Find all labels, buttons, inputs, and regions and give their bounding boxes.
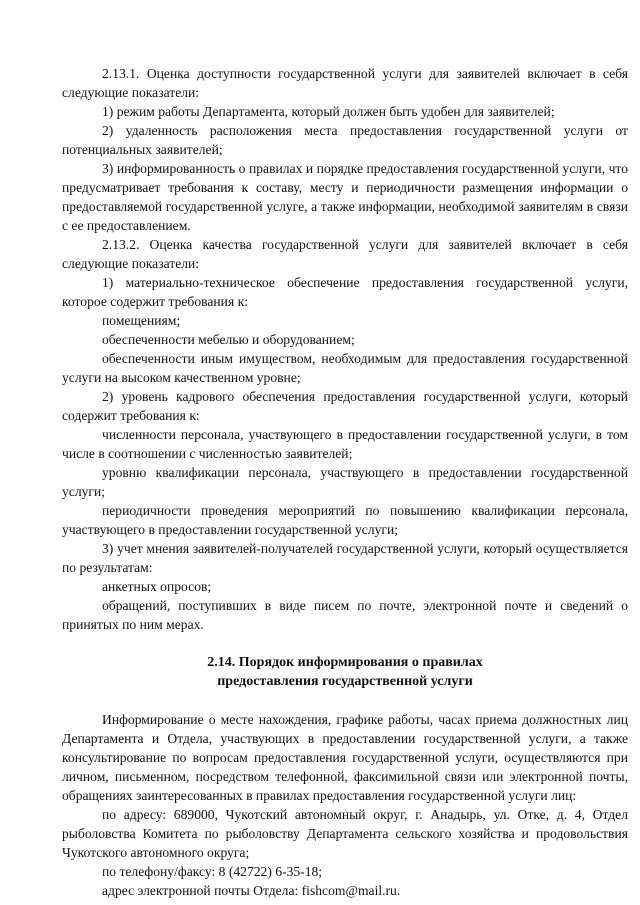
list-item: анкетных опросов; <box>102 579 212 594</box>
list-item: 3) учет мнения заявителей-получателей государственной услуги, который осуществляется по результатам: <box>62 541 628 575</box>
list-item: 2) уровень кадрового обеспечения предоставления государственной услуги, который содержит требования к: <box>62 389 628 423</box>
list-item: 2) удаленность расположения места предоставления государственной услуги от потенциальных заявителей; <box>62 123 628 157</box>
address-line: по адресу: 689000, Чукотский автономный округ, г. Анадырь, ул. Отке, д. 4, Отдел рыболовства Комитета по рыболовству Департамента сельского хозяйства и продовольствия Чукотского автономного округа; <box>62 807 628 860</box>
list-item: 3) информированность о правилах и порядке предоставления государственной услуги, что предусматривает требования к составу, месту и периодичности размещения информации о предоставляемой государственной услуге, а также информации, необходимой заявителям в связи с ее предоставлением. <box>62 161 628 233</box>
paragraph-2-13-1: 2.13.1. Оценка доступности государственной услуги для заявителей включает в себя следующие показатели: <box>62 66 628 100</box>
list-item: 1) режим работы Департамента, который должен быть удобен для заявителей; <box>102 104 555 119</box>
list-item: обеспеченности иным имуществом, необходимым для предоставления государственной услуги на высоком качественном уровне; <box>62 351 628 385</box>
list-item: численности персонала, участвующего в предоставлении государственной услуги, в том числе в соотношении с численностью заявителей; <box>62 427 628 461</box>
list-item: уровню квалификации персонала, участвующего в предоставлении государственной услуги; <box>62 465 628 499</box>
list-item: обращений, поступивших в виде писем по почте, электронной почте и сведений о принятых по ним мерах. <box>62 598 628 632</box>
section-heading-line: 2.14. Порядок информирования о правилах <box>207 655 483 670</box>
list-item: 1) материально-техническое обеспечение предоставления государственной услуги, которое содержит требования к: <box>62 275 628 309</box>
list-item: обеспеченности мебелью и оборудованием; <box>102 332 355 347</box>
document-body <box>62 64 628 900</box>
email-line: адрес электронной почты Отдела: fishcom@mail.ru. <box>102 883 401 898</box>
section-heading-2-14 <box>62 653 628 691</box>
paragraph-2-13-2: 2.13.2. Оценка качества государственной услуги для заявителей включает в себя следующие показатели: <box>62 237 628 271</box>
list-item: помещениям; <box>102 313 181 328</box>
phone-line: по телефону/факсу: 8 (42722) 6-35-18; <box>102 864 323 879</box>
section-heading-line: предоставления государственной услуги <box>217 674 473 689</box>
paragraph-informing: Информирование о месте нахождения, графике работы, часах приема должностных лиц Департамента и Отдела, участвующих в предоставлении государственной услуги, а также консультирование по вопросам предоставления государственной услуги, осуществляются при личном, письменном, посредством телефонной, факсимильной связи или электронной почты, обращениях заинтересованных в правилах предоставления государственной услуги лиц: <box>62 712 628 803</box>
list-item: периодичности проведения мероприятий по повышению квалификации персонала, участвующего в предоставлении государственной услуги; <box>62 503 628 537</box>
